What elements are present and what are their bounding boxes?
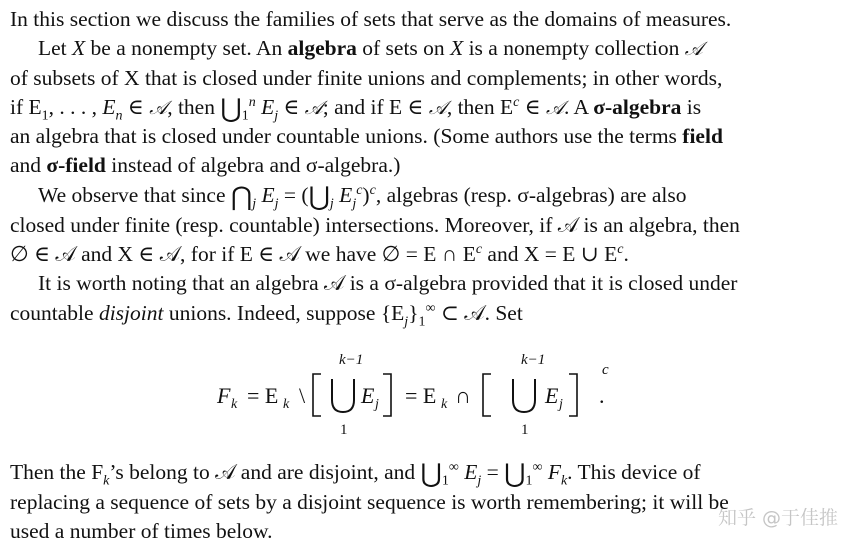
text-line: ∅ ∈ 𝒜 and X ∈ 𝒜, for if E ∈ 𝒜 we have ∅ = E ∩ $E^c$ and X = E ∪ $E^c$. bbox=[10, 241, 629, 266]
eq-sub: k bbox=[231, 397, 238, 412]
text-fragment: ’s belong to 𝒜 and are disjoint, and bbox=[109, 460, 416, 484]
text-line: if $E_1$, . . . , $E_n$ ∈ 𝒜, then $⋃_1^n$ $E_j$ ∈ 𝒜; and if E ∈ 𝒜, then $E^c$ ∈ 𝒜. A σ-algebra is bbox=[10, 94, 702, 124]
text-fragment: and bbox=[10, 153, 47, 177]
eq-cap: ∩ bbox=[455, 383, 471, 408]
text-line: replacing a sequence of sets by a disjoint sequence is worth remembering; it will be bbox=[10, 490, 729, 514]
text-fragment: ∅ ∈ 𝒜 and X ∈ 𝒜, for if E ∈ 𝒜 we have ∅ = E ∩ E bbox=[10, 242, 476, 266]
text-line: of subsets of X that is closed under finite unions and complements; in other words, bbox=[10, 66, 723, 90]
text-fragment: if E bbox=[10, 95, 42, 119]
eq-period: . bbox=[599, 383, 605, 408]
eq-lhs: F bbox=[217, 383, 231, 408]
text-fragment: be a nonempty set. An bbox=[85, 36, 288, 60]
eq-equals-2: = E bbox=[405, 383, 437, 408]
eq-upper-limit: k−1 bbox=[339, 352, 364, 368]
math-symbol: 𝒜 bbox=[684, 38, 703, 60]
text-line: It is worth noting that an algebra 𝒜 is a σ-algebra provided that it is closed under bbox=[38, 271, 738, 295]
eq-inner: E bbox=[545, 383, 559, 408]
text-fragment: and X = E ∪ E bbox=[482, 242, 618, 266]
display-equation bbox=[215, 352, 635, 438]
text-line bbox=[10, 122, 830, 151]
text-fragment: is a nonempty collection bbox=[463, 36, 685, 60]
big-union-icon bbox=[513, 379, 535, 412]
text-line bbox=[10, 151, 830, 180]
watermark: 知乎 @于佳推 bbox=[717, 507, 838, 529]
bracket-left bbox=[483, 374, 491, 416]
text-fragment: . This device of bbox=[567, 460, 701, 484]
bracket-right bbox=[569, 374, 577, 416]
text-fragment: instead of algebra and σ-algebra.) bbox=[105, 153, 401, 177]
text-line: countable disjoint unions. Indeed, suppose $\{E_j\}_1^\infty$ ⊂ 𝒜. Set bbox=[10, 300, 523, 330]
text-fragment: an algebra that is closed under countable unions. (Some authors use the terms bbox=[10, 124, 683, 148]
text-fragment: , then bbox=[167, 95, 215, 119]
text-line-intro: In this section we discuss the families of sets that serve as the domains of measures. bbox=[10, 7, 732, 31]
text-fragment: of sets on bbox=[356, 36, 451, 60]
eq-sub: k bbox=[283, 397, 290, 412]
term-sigma-algebra: σ-algebra bbox=[593, 95, 682, 119]
math-symbol: X bbox=[72, 36, 86, 60]
text-fragment: , algebras (resp. σ-algebras) are also bbox=[375, 183, 687, 207]
text-fragment: Let bbox=[38, 36, 73, 60]
text-fragment: is bbox=[681, 95, 702, 119]
eq-setminus: \ bbox=[299, 383, 306, 408]
eq-lower-limit: 1 bbox=[340, 422, 348, 438]
bracket-left bbox=[313, 374, 321, 416]
emphasis-disjoint: disjoint bbox=[98, 301, 164, 325]
text-line: used a number of times below. bbox=[10, 519, 273, 543]
term-algebra: algebra bbox=[287, 36, 357, 60]
eq-sub: j bbox=[559, 397, 563, 412]
term-field: field bbox=[682, 124, 723, 148]
bracket-right bbox=[383, 374, 391, 416]
text-fragment: We observe that since bbox=[38, 183, 231, 207]
big-union-icon bbox=[332, 379, 354, 412]
text-line: Then the $F_k’s$ belong to 𝒜 and are disjoint, and $⋃_1^\infty$ $E_j$ = $⋃_1^\infty$ $F_k$. This device of bbox=[10, 459, 701, 489]
text-fragment: ; and if E ∈ bbox=[322, 95, 429, 119]
eq-sup: c bbox=[602, 362, 609, 378]
text-fragment: countable bbox=[10, 301, 99, 325]
text-fragment: Then the F bbox=[10, 460, 104, 484]
term-sigma-field: σ-field bbox=[46, 153, 106, 177]
text-line: We observe that since $⋂_j$ $E_j$ = ($⋃_j$ $E_j^c)^c$, algebras (resp. σ-algebras) are also bbox=[38, 182, 687, 212]
eq-sub: j bbox=[375, 397, 379, 412]
text-line bbox=[38, 34, 830, 64]
math-symbol: X bbox=[450, 36, 464, 60]
text-fragment: . A bbox=[563, 95, 594, 119]
eq-upper-limit: k−1 bbox=[521, 352, 546, 368]
text-fragment: unions. Indeed, suppose {E bbox=[163, 301, 405, 325]
text-fragment: , then E bbox=[446, 95, 514, 119]
eq-lower-limit: 1 bbox=[521, 422, 529, 438]
text-line: closed under finite (resp. countable) intersections. Moreover, if 𝒜 is an algebra, then bbox=[10, 213, 740, 237]
eq-inner: E bbox=[361, 383, 375, 408]
text-fragment: ⊂ 𝒜. Set bbox=[435, 301, 523, 325]
eq-equals-1: = E bbox=[247, 383, 279, 408]
eq-sub: k bbox=[441, 397, 448, 412]
